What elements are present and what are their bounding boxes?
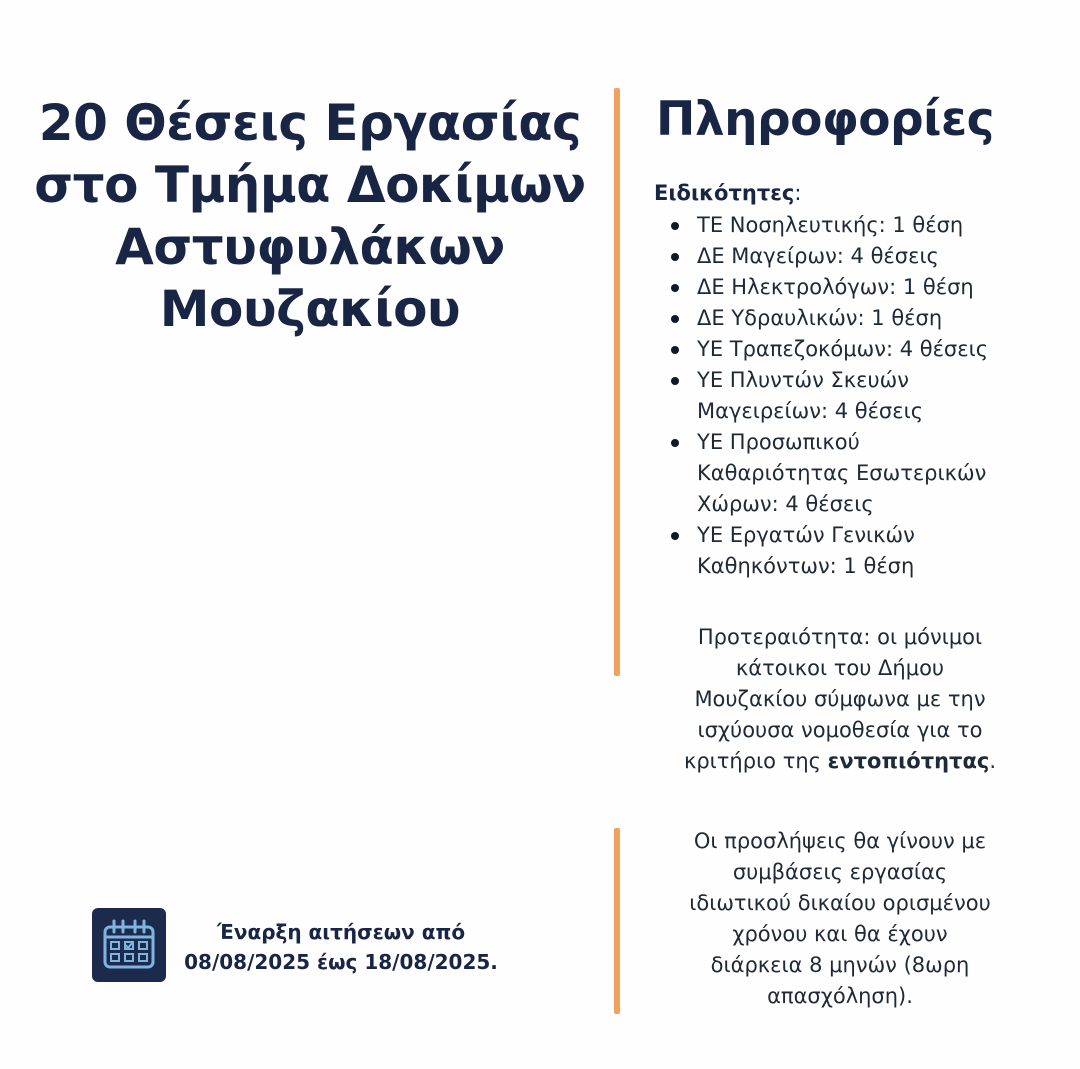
specialties-label-text: Ειδικότητες <box>654 181 795 205</box>
title-line: Μουζακίου <box>159 280 461 338</box>
priority-line: Προτεραιότητα: οι μόνιμοι <box>697 625 983 649</box>
page-title <box>20 92 600 340</box>
priority-line: ισχύουσα νομοθεσία για το <box>697 718 983 742</box>
divider-top <box>614 88 620 676</box>
list-item <box>668 272 1068 303</box>
info-heading: Πληροφορίες <box>656 92 995 147</box>
title-line: στο Τμήμα Δοκίμων <box>34 156 586 214</box>
list-item-line: ΔΕ Ηλεκτρολόγων: 1 θέση <box>697 275 974 299</box>
specialties-label <box>654 180 801 206</box>
application-line-start: Έναρξη αιτήσεων από <box>216 920 466 944</box>
priority-line <box>640 746 1040 777</box>
specialties-list <box>668 210 1068 582</box>
list-item <box>668 520 1068 582</box>
specialties-label-colon: : <box>794 181 802 205</box>
hiring-line: συμβάσεις εργασίας <box>732 860 948 884</box>
list-item-line: Καθηκόντων: 1 θέση <box>697 554 915 578</box>
priority-last-suffix: . <box>989 749 997 773</box>
list-item-line: ΔΕ Μαγείρων: 4 θέσεις <box>697 244 939 268</box>
priority-line: Μουζακίου σύμφωνα με την <box>694 687 986 711</box>
title-line: Αστυφυλάκων <box>115 218 505 276</box>
list-item <box>668 303 1068 334</box>
list-item-line: ΥΕ Τραπεζοκόμων: 4 θέσεις <box>697 337 989 361</box>
list-item <box>668 365 1068 427</box>
hiring-line: ιδιωτικού δικαίου ορισμένου <box>689 891 991 915</box>
list-item-line: Χώρων: 4 θέσεις <box>697 492 874 516</box>
list-item-line: ΥΕ Πλυντών Σκευών <box>697 368 909 392</box>
list-item <box>668 241 1068 272</box>
list-item-line: Καθαριότητας Εσωτερικών <box>697 461 987 485</box>
application-line-range: 08/08/2025 έως 18/08/2025. <box>184 950 498 974</box>
priority-note <box>640 622 1040 777</box>
list-item-line: Μαγειρείων: 4 θέσεις <box>697 399 924 423</box>
list-item-line: ΥΕ Προσωπικού <box>697 430 860 454</box>
priority-emphasis: εντοπιότητας <box>827 749 990 773</box>
hiring-line: απασχόληση). <box>767 984 913 1008</box>
hiring-line: χρόνου και θα έχουν <box>732 922 948 946</box>
list-item-line: ΤΕ Νοσηλευτικής: 1 θέση <box>697 213 964 237</box>
hiring-note <box>640 826 1040 1012</box>
list-item-line: ΥΕ Εργατών Γενικών <box>697 523 915 547</box>
hiring-line: Οι προσλήψεις θα γίνουν με <box>693 829 987 853</box>
list-item-line: ΔΕ Υδραυλικών: 1 θέση <box>697 306 943 330</box>
list-item <box>668 334 1068 365</box>
divider-bottom <box>614 828 620 1014</box>
application-dates <box>176 917 506 977</box>
priority-last-prefix: κριτήριο της <box>683 749 828 773</box>
list-item <box>668 210 1068 241</box>
priority-line: κάτοικοι του Δήμου <box>735 656 945 680</box>
list-item <box>668 427 1068 520</box>
title-line: 20 Θέσεις Εργασίας <box>38 94 582 152</box>
hiring-line: διάρκεια 8 μηνών (8ωρη <box>710 953 970 977</box>
calendar-icon <box>92 908 166 982</box>
